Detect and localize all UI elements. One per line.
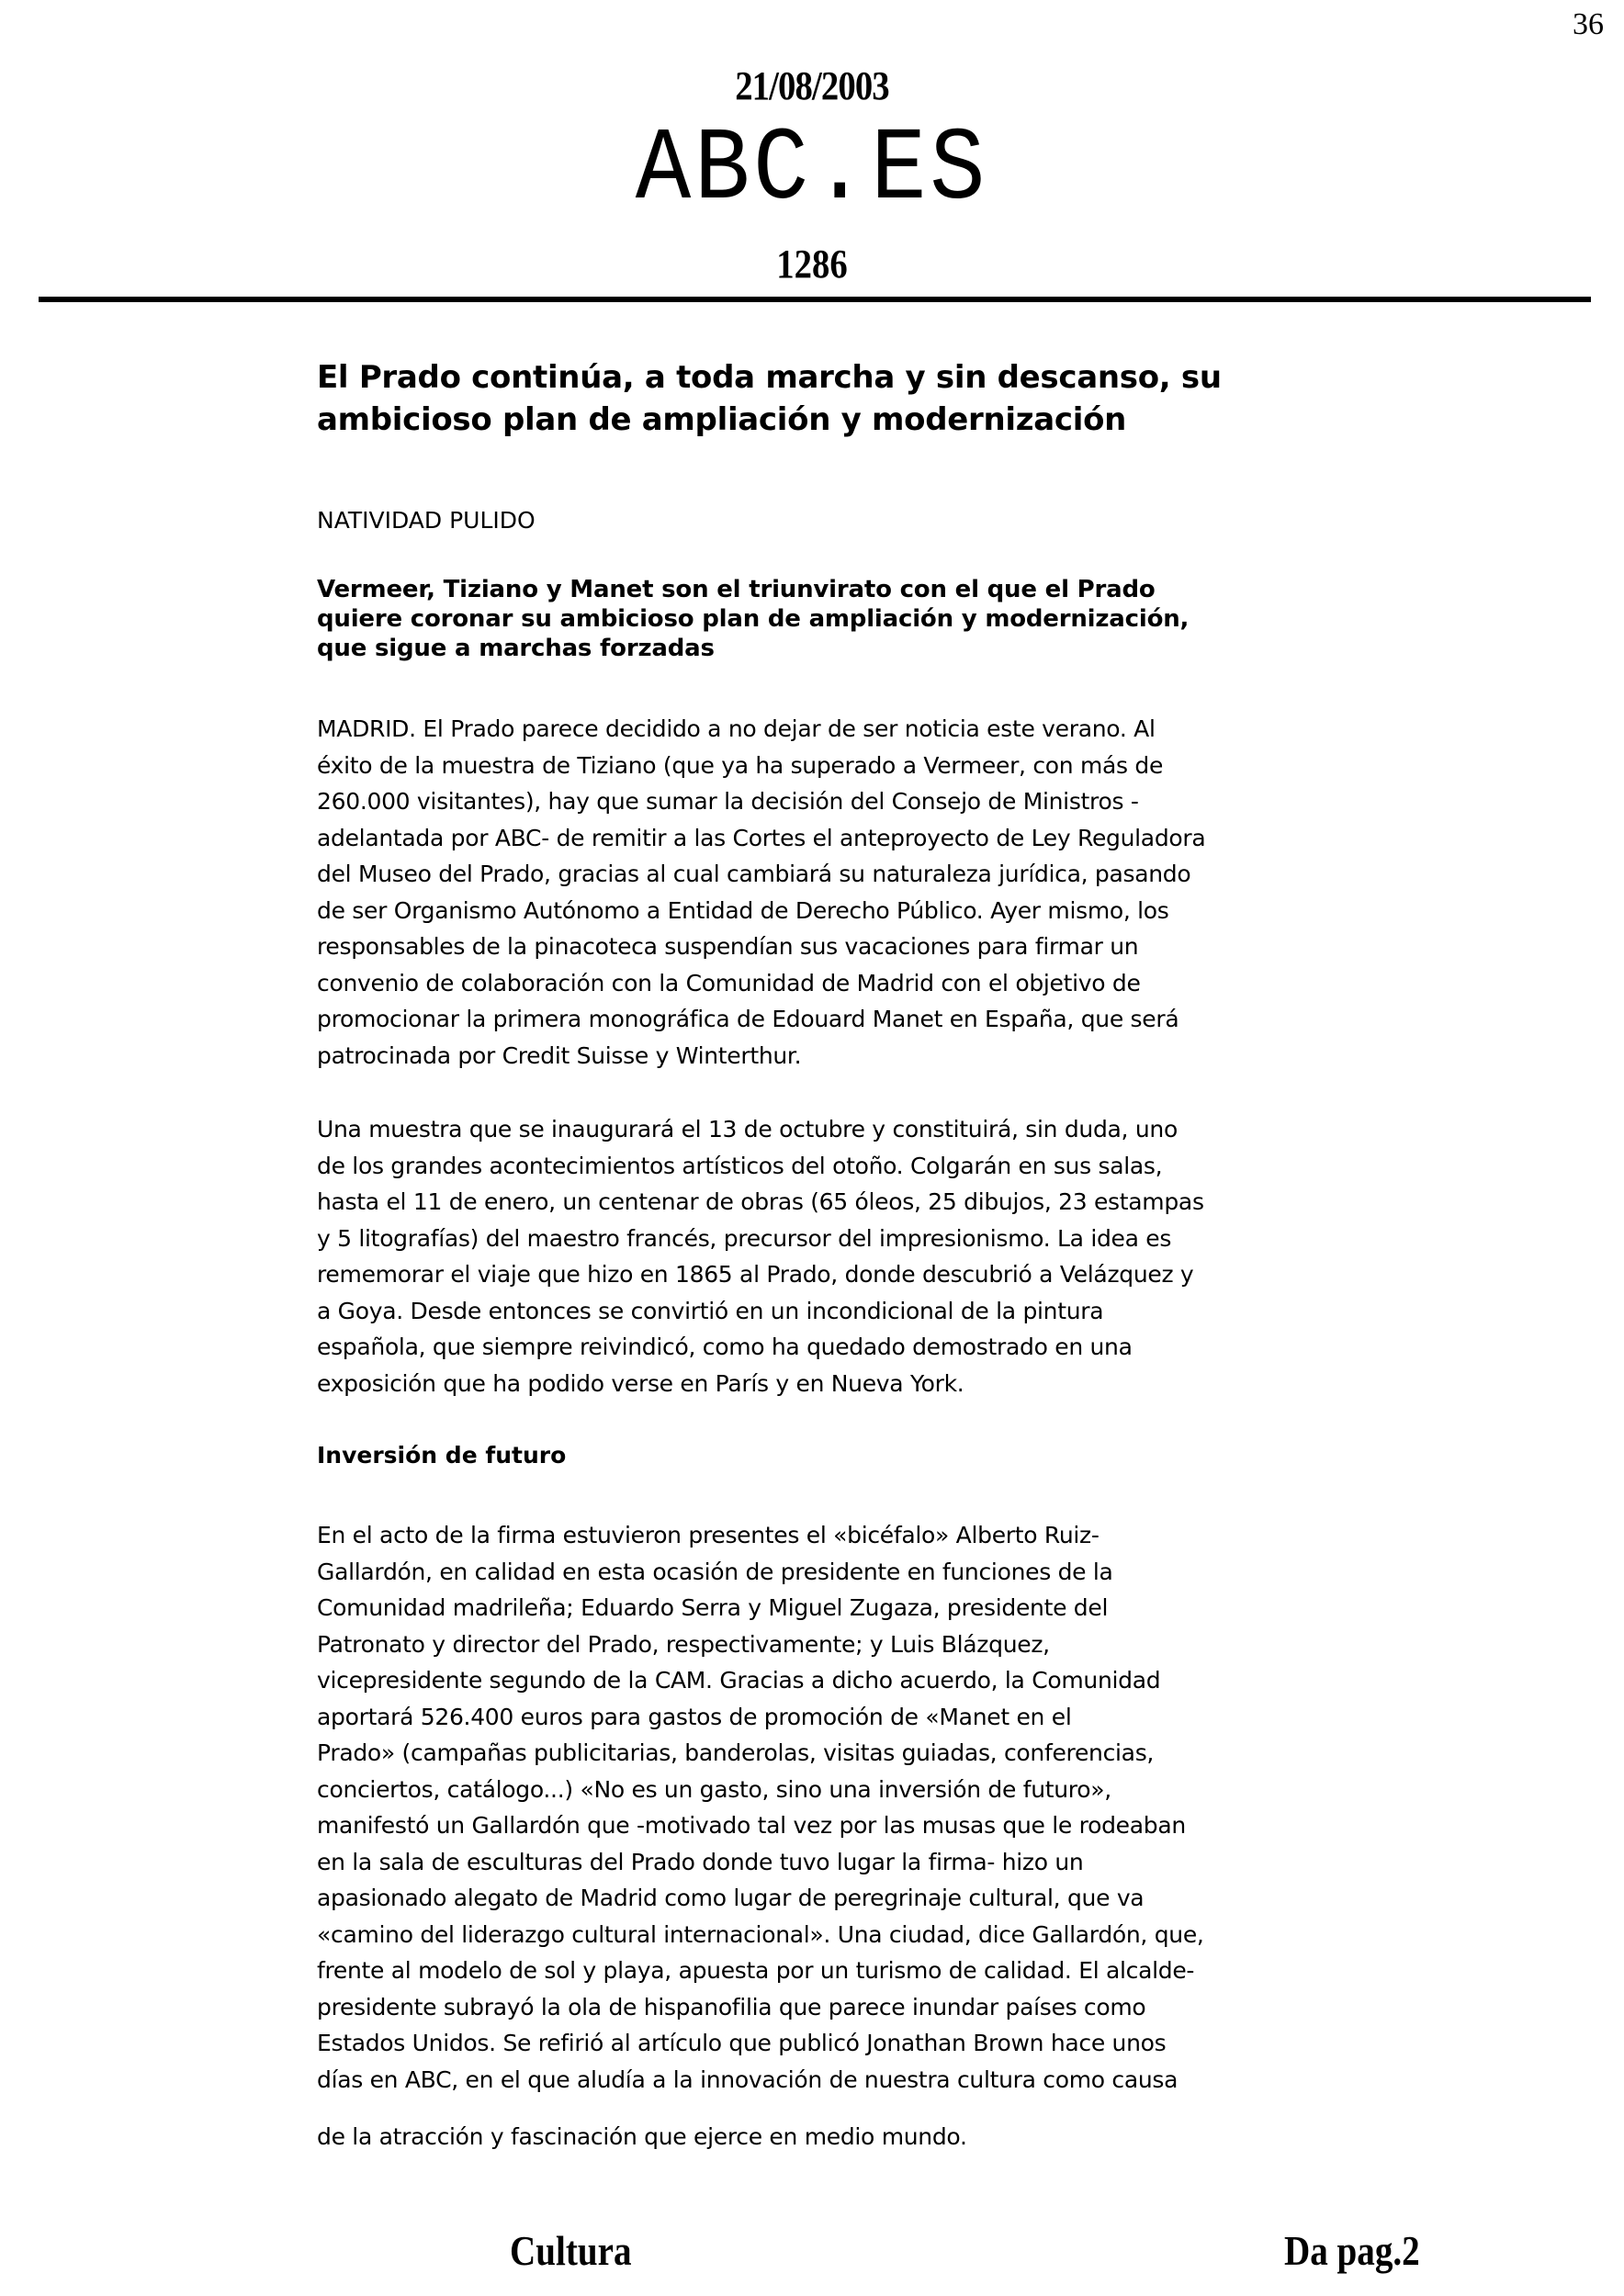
article-paragraph bbox=[317, 1111, 1327, 1401]
paragraph-line: Estados Unidos. Se refirió al artículo que publicó Jonathan Brown hace unos bbox=[317, 2030, 1167, 2056]
paragraph-line: en la sala de esculturas del Prado donde tuvo lugar la firma- hizo un bbox=[317, 1848, 1084, 1875]
paragraph-line: Patronato y director del Prado, respectivamente; y Luis Blázquez, bbox=[317, 1630, 1050, 1658]
page-number: 36 bbox=[1573, 7, 1604, 41]
issue-number: 1286 bbox=[776, 242, 848, 287]
paragraph-line: promocionar la primera monográfica de Edouard Manet en España, que será bbox=[317, 1006, 1179, 1032]
article-lead bbox=[317, 575, 1327, 663]
article-paragraph bbox=[317, 711, 1327, 1074]
paragraph-line: y 5 litografías) del maestro francés, precursor del impresionismo. La idea es bbox=[317, 1224, 1172, 1252]
paragraph-line: presidente subrayó la ola de hispanofilia que parece inundar países como bbox=[317, 1993, 1146, 2020]
paragraph-line: de ser Organismo Autónomo a Entidad de Derecho Público. Ayer mismo, los bbox=[317, 896, 1169, 924]
paragraph-line: a Goya. Desde entonces se convirtió en un incondicional de la pintura bbox=[317, 1297, 1104, 1324]
article-headline bbox=[317, 356, 1327, 441]
article-byline: NATIVIDAD PULIDO bbox=[317, 507, 536, 534]
article-closing-line: de la atracción y fascinación que ejerce en medio mundo. bbox=[317, 2123, 967, 2150]
lead-line: que sigue a marchas forzadas bbox=[317, 635, 715, 662]
paragraph-line: «camino del liderazgo cultural internacional». Una ciudad, dice Gallardón, que, bbox=[317, 1920, 1204, 1948]
paragraph-line: exposición que ha podido verse en París y en Nueva York. bbox=[317, 1369, 964, 1397]
paragraph-line: del Museo del Prado, gracias al cual cambiará su naturaleza jurídica, pasando bbox=[317, 861, 1191, 887]
paragraph-line: Comunidad madrileña; Eduardo Serra y Miguel Zugaza, presidente del bbox=[317, 1594, 1109, 1621]
paragraph-line: manifestó un Gallardón que -motivado tal vez por las musas que le rodeaban bbox=[317, 1812, 1186, 1839]
section-label: Cultura bbox=[510, 2227, 632, 2274]
paragraph-line: responsables de la pinacoteca suspendían sus vacaciones para firmar un bbox=[317, 933, 1139, 960]
paragraph-line: días en ABC, en el que aludía a la innovación de nuestra cultura como causa bbox=[317, 2065, 1179, 2093]
paragraph-line: conciertos, catálogo...) «No es un gasto, sino una inversión de futuro», bbox=[317, 1775, 1111, 1803]
paragraph-line: aportará 526.400 euros para gastos de promoción de «Manet en el bbox=[317, 1703, 1072, 1730]
paragraph-line: frente al modelo de sol y playa, apuesta por un turismo de calidad. El alcalde- bbox=[317, 1957, 1195, 1984]
paragraph-line: patrocinada por Credit Suisse y Winterthur. bbox=[317, 1041, 802, 1069]
lead-line: Vermeer, Tiziano y Manet son el triunvirato con el que el Prado bbox=[317, 576, 1156, 603]
paragraph-line: apasionado alegato de Madrid como lugar de peregrinaje cultural, que va bbox=[317, 1885, 1145, 1911]
paragraph-line: convenio de colaboración con la Comunidad de Madrid con el objetivo de bbox=[317, 969, 1141, 996]
article-paragraph bbox=[317, 1517, 1327, 2098]
publication-logo: ABC.ES bbox=[635, 112, 989, 229]
headline-line: El Prado continúa, a toda marcha y sin descanso, su bbox=[317, 359, 1222, 396]
paragraph-line: Prado» (campañas publicitarias, banderolas, visitas guiadas, conferencias, bbox=[317, 1739, 1155, 1766]
paragraph-line: Una muestra que se inaugurará el 13 de octubre y constituirá, sin duda, uno bbox=[317, 1116, 1178, 1142]
paragraph-line: Gallardón, en calidad en esta ocasión de presidente en funciones de la bbox=[317, 1558, 1113, 1585]
article-subheading: Inversión de futuro bbox=[317, 1442, 567, 1469]
header-divider bbox=[39, 297, 1591, 302]
lead-line: quiere coronar su ambicioso plan de ampliación y modernización, bbox=[317, 605, 1190, 633]
paragraph-line: de los grandes acontecimientos artísticos del otoño. Colgarán en sus salas, bbox=[317, 1152, 1163, 1179]
paragraph-line: rememorar el viaje que hizo en 1865 al Prado, donde descubrió a Velázquez y bbox=[317, 1261, 1194, 1288]
paragraph-line: hasta el 11 de enero, un centenar de obras (65 óleos, 25 dibujos, 23 estampas bbox=[317, 1188, 1204, 1215]
paragraph-line: vicepresidente segundo de la CAM. Gracias a dicho acuerdo, la Comunidad bbox=[317, 1667, 1161, 1694]
headline-line: ambicioso plan de ampliación y modernización bbox=[317, 401, 1127, 438]
paragraph-line: 260.000 visitantes), hay que sumar la decisión del Consejo de Ministros - bbox=[317, 788, 1139, 815]
paragraph-line: española, que siempre reivindicó, como ha quedado demostrado en una bbox=[317, 1334, 1133, 1360]
paragraph-line: En el acto de la firma estuvieron presentes el «bicéfalo» Alberto Ruiz- bbox=[317, 1522, 1100, 1548]
page-reference: Da pag.2 bbox=[1284, 2227, 1420, 2274]
paragraph-line: adelantada por ABC- de remitir a las Cortes el anteproyecto de Ley Reguladora bbox=[317, 824, 1206, 851]
paragraph-line: MADRID. El Prado parece decidido a no dejar de ser noticia este verano. Al bbox=[317, 715, 1156, 742]
publication-date: 21/08/2003 bbox=[735, 63, 889, 108]
paragraph-line: éxito de la muestra de Tiziano (que ya ha superado a Vermeer, con más de bbox=[317, 751, 1164, 779]
